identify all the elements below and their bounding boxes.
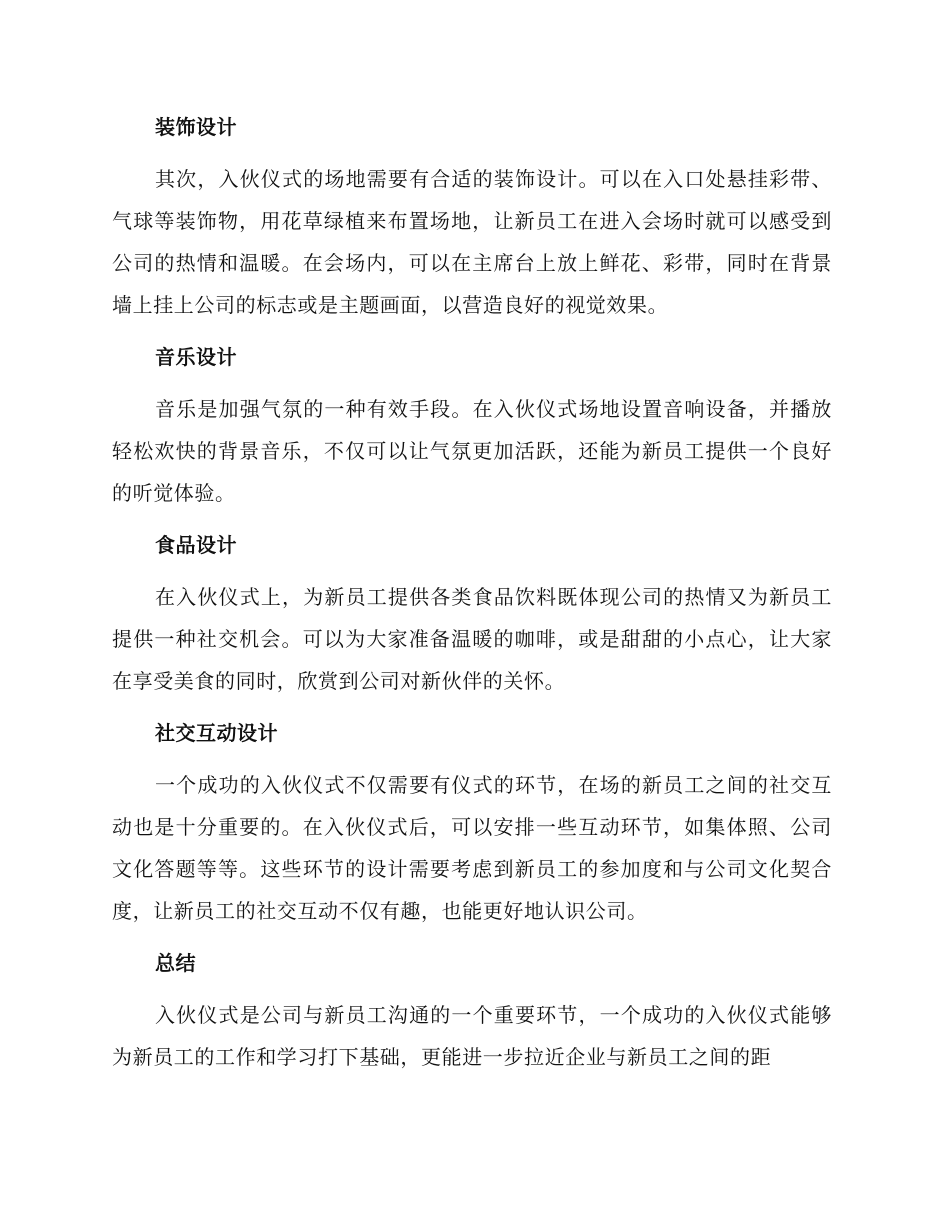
- section-paragraph-social: 一个成功的入伙仪式不仅需要有仪式的环节，在场的新员工之间的社交互动也是十分重要的。在入伙仪式后，可以安排一些互动环节，如集体照、公司文化答题等等。这些环节的设计需要考虑到新员工的参加度和与公司文化契合度，让新员工的社交互动不仅有趣，也能更好地认识公司。: [112, 773, 832, 923]
- section-heading-social: 社交互动设计: [155, 721, 278, 745]
- section-paragraph-food: 在入伙仪式上，为新员工提供各类食品饮料既体现公司的热情又为新员工提供一种社交机会。可以为大家准备温暖的咖啡，或是甜甜的小点心，让大家在享受美食的同时，欣赏到公司对新伙伴的关怀。: [112, 585, 832, 693]
- section-heading-summary: 总结: [155, 951, 196, 975]
- section-heading-decoration: 装饰设计: [155, 115, 237, 139]
- section-paragraph-music: 音乐是加强气氛的一种有效手段。在入伙仪式场地设置音响设备，并播放轻松欢快的背景音乐，不仅可以让气氛更加活跃，还能为新员工提供一个良好的听觉体验。: [112, 397, 832, 505]
- document-content: [112, 106, 832, 1088]
- section-paragraph-summary: 入伙仪式是公司与新员工沟通的一个重要环节，一个成功的入伙仪式能够为新员工的工作和学习打下基础，更能进一步拉近企业与新员工之间的距: [112, 1003, 832, 1069]
- section-paragraph-decoration: 其次，入伙仪式的场地需要有合适的装饰设计。可以在入口处悬挂彩带、气球等装饰物，用花草绿植来布置场地，让新员工在进入会场时就可以感受到公司的热情和温暖。在会场内，可以在主席台上放上鲜花、彩带，同时在背景墙上挂上公司的标志或是主题画面，以营造良好的视觉效果。: [112, 167, 832, 317]
- section-heading-music: 音乐设计: [155, 345, 237, 369]
- section-heading-food: 食品设计: [155, 533, 237, 557]
